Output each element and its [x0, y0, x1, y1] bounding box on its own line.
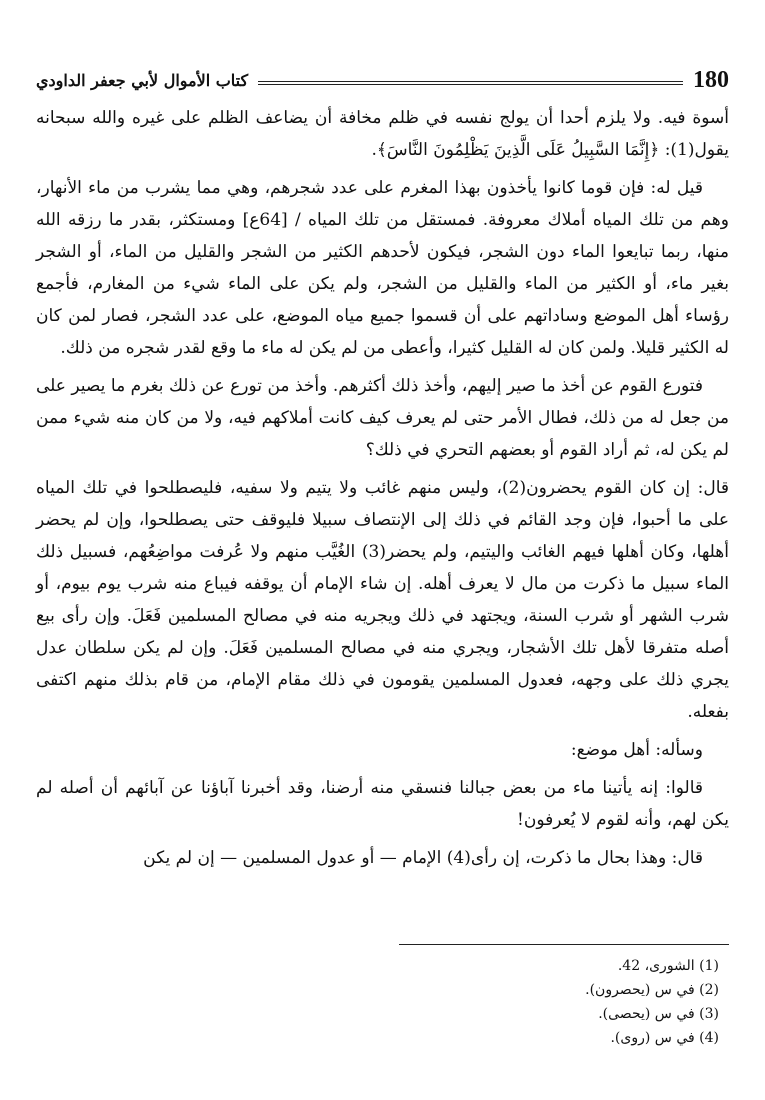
page-header — [36, 62, 729, 98]
paragraph: وسأله: أهل موضع: — [570, 740, 703, 760]
footnote: (4) في س (روى). — [610, 1030, 719, 1046]
footnotes — [36, 954, 729, 1050]
paragraph: أسوة فيه. ولا يلزم أحدا أن يولج نفسه في ظلم مخافة أن يضاعف الظلم على غيره والله سبحانه يقول(1): ﴿إِنَّمَا السَّبِيلُ عَلَى الَّذِينَ يَظْلِمُونَ النَّاسَ﴾. — [36, 108, 729, 160]
footnote-separator — [399, 944, 729, 945]
body-text — [36, 102, 729, 874]
footnote: (1) الشورى، 42. — [617, 958, 719, 974]
paragraph: قال: وهذا بحال ما ذكرت، إن رأى(4) الإمام — أو عدول المسلمين — إن لم يكن — [143, 848, 703, 868]
footnote: (2) في س (يحصرون). — [585, 982, 719, 998]
paragraph: قال: إن كان القوم يحضرون(2)، وليس منهم غائب ولا يتيم ولا سفيه، فليصطلحوا في تلك المياه على ما أحبوا، فإن وجد القائم في ذلك إلى الإنتصاف سبيلا فليوقف حتى يصطلحوا، وإن لم يحضر أهلها، وكان أهلها فيهم الغائب واليتيم، ولم يحضر(3) الغُيَّب منهم ولا عُرفت مواضِعُهم، فسبيل ذلك الماء سبيل ما ذكرت من مال لا يعرف أهله. إن شاء الإمام أن يوقفه فيباع منه شرب يوم بيوم، أو شرب الشهر أو شرب السنة، ويجتهد في ذلك ويجريه منه في مصالح المسلمين فَعَلَ. وإن رأى بيع أصله متفرقا لأهل تلك الأشجار، ويجري منه في مصالح المسلمين فَعَلَ. وإن لم يكن سلطان عدل يجري ذلك على وجهه، فعدول المسلمين يقومون في ذلك مقام الإمام، من قام بذلك منهم اكتفى بفعله. — [36, 478, 729, 722]
footnote: (3) في س (يحصى). — [598, 1006, 719, 1022]
paragraph: قالوا: إنه يأتينا ماء من بعض جبالنا فنسقي منه أرضنا، وقد أخبرنا آباؤنا عن آبائهم أن أصله لم يكن لهم، وأنه لقوم لا يُعرفون! — [36, 778, 729, 830]
book-title: كتاب الأموال لأبي جعفر الداودي — [36, 70, 249, 90]
header-rule — [258, 81, 683, 85]
paragraph: فتورع القوم عن أخذ ما صير إليهم، وأخذ ذلك أكثرهم. وأخذ من تورع عن ذلك بغرم ما يصير على من جعل له من ذلك، فطال الأمر حتى لم يعرف كيف كانت أملاكهم فيه، ولا من كان منه شيء ممن لم يكن له، ثم أراد القوم أو بعضهم التحري في ذلك؟ — [36, 376, 729, 460]
paragraph: قيل له: فإن قوما كانوا يأخذون بهذا المغرم على عدد شجرهم، وهي مما يشرب من ماء الأنهار، وهم من تلك المياه أملاك معروفة. فمستقل من تلك المياه / [64ع] ومستكثر، بقدر ما رزقه الله منها، ربما تبايعوا الماء دون الشجر، فيكون لأحدهم الكثير من الشجر والقليل من الماء، أو الشجر بغير ماء، أو الكثير من الماء والقليل من الشجر، ولم يكن على الماء شيء من المغارم، فأجمع رؤساء أهل الموضع وساداتهم على أن قسموا جميع مياه الموضع، على عدد الشجر، فصار لمن كان له الكثير قليلا. ولمن كان له القليل كثيرا، وأعطى من لم يكن له ماء ما وقع لقدر شجره من ذلك. — [36, 178, 729, 358]
page-number: 180 — [693, 66, 729, 93]
